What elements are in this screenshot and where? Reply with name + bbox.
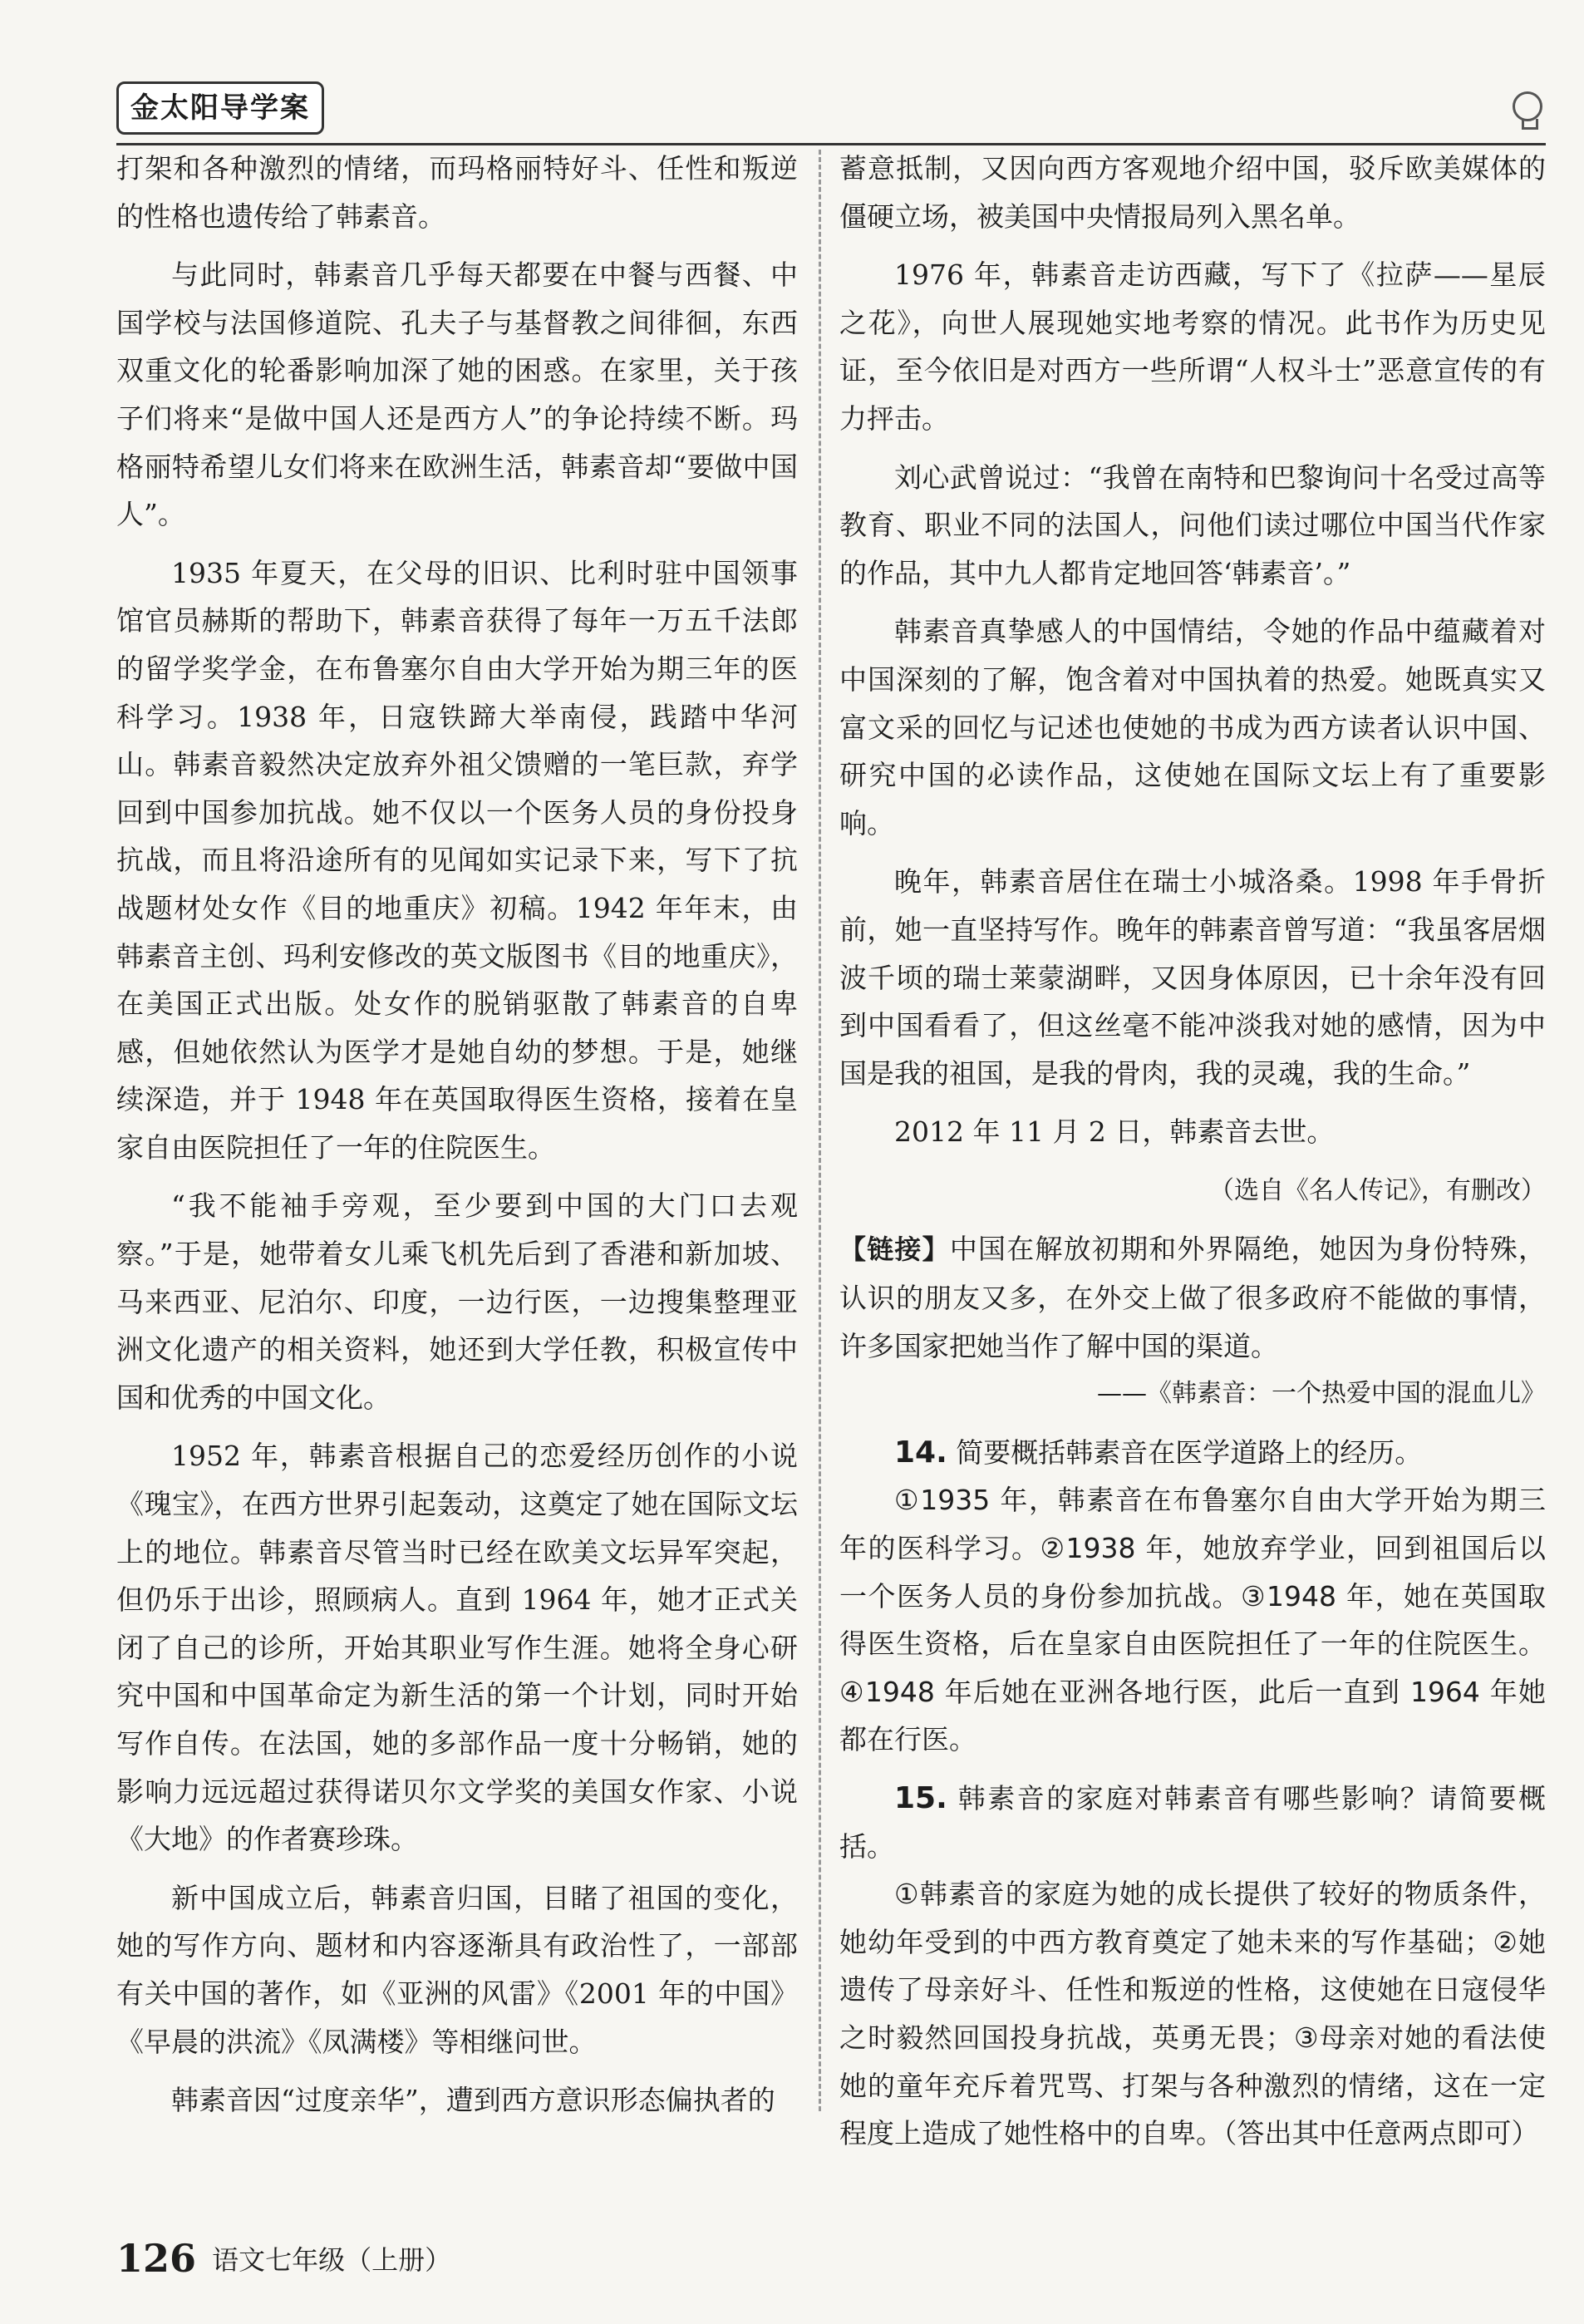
page-header [116,76,1546,145]
book-title: 语文七年级（上册） [212,2244,452,2276]
question-text: 简要概括韩素音在医学道路上的经历。 [956,1435,1423,1469]
link-note [839,1225,1546,1370]
left-column [116,145,798,2125]
page-footer [116,2236,451,2286]
answer-14: ①1935 年，韩素音在布鲁塞尔自由大学开始为期三年的医科学习。②1938 年，她放弃学业，回到祖国后以一个医务人员的身份参加抗战。③1948 年，她在英国取得医生资格，后在皇家自由医院担任了一年的住院医生。④1948 年后她在亚洲各地行医，此后一直到 1964 年她都在行医。 [839,1484,1546,1756]
answer-15: ①韩素音的家庭为她的成长提供了较好的物质条件，她幼年受到的中西方教育奠定了她未来的写作基础；②她遗传了母亲好斗、任性和叛逆的性格，这使她在日寇侵华之时毅然回国投身抗战，英勇无畏；③母亲对她的看法使她的童年充斥着咒骂、打架与各种激烈的情绪，这在一定程度上造成了她性格中的自卑。（答出其中任意两点即可） [839,1878,1546,2150]
paragraph: 韩素音因“过度亲华”，遭到西方意识形态偏执者的 [171,2084,775,2117]
right-column [839,145,1546,2158]
paragraph: 与此同时，韩素音几乎每天都要在中餐与西餐、中国学校与法国修道院、孔夫子与基督教之间徘徊，东西双重文化的轮番影响加深了她的困惑。在家里，关于孩子们将来“是做中国人还是西方人”的争论持续不断。玛格丽特希望儿女们将来在欧洲生活，韩素音却“要做中国人”。 [116,258,798,531]
link-source: ——《韩素音：一个热爱中国的混血儿》 [1097,1379,1546,1409]
question-14 [839,1429,1546,1477]
question-15 [839,1775,1546,1870]
paragraph: 打架和各种激烈的情绪，而玛格丽特好斗、任性和叛逆的性格也遗传给了韩素音。 [116,152,798,233]
paragraph: “我不能袖手旁观，至少要到中国的大门口去观察。”于是，她带着女儿乘飞机先后到了香港和新加坡、马来西亚、尼泊尔、印度，一边行医，一边搜集整理亚洲文化遗产的相关资料，她还到大学任教，积极宣传中国和优秀的中国文化。 [116,1189,798,1414]
lightbulb-icon [1513,91,1542,121]
paragraph: 1976 年，韩素音走访西藏，写下了《拉萨——星辰之花》，向世人展现她实地考察的情况。此书作为历史见证，至今依旧是对西方一些所谓“人权斗士”恶意宣传的有力抨击。 [839,258,1546,435]
question-number: 14. [894,1435,947,1470]
paragraph: 新中国成立后，韩素音归国，目睹了祖国的变化，她的写作方向、题材和内容逐渐具有政治性了，一部部有关中国的著作，如《亚洲的风雷》《2001 年的中国》《早晨的洪流》《凤满楼》等相继问世。 [116,1881,798,2058]
question-number: 15. [894,1781,947,1815]
question-text: 韩素音的家庭对韩素音有哪些影响？请简要概括。 [839,1782,1546,1863]
paragraph: 韩素音真挚感人的中国情结，令她的作品中蕴藏着对中国深刻的了解，饱含着对中国执着的热爱。她既真实又富文采的回忆与记述也使她的书成为西方读者认识中国、研究中国的必读作品，这使她在国际文坛上有了重要影响。 [839,615,1546,839]
brand-logo: 金太阳导学案 [116,81,324,135]
paragraph: 晚年，韩素音居住在瑞士小城洛桑。1998 年手骨折前，她一直坚持写作。晚年的韩素音曾写道：“我虽客居烟波千顷的瑞士莱蒙湖畔，又因身体原因，已十余年没有回到中国看看了，但这丝毫不能冲淡我对她的感情，因为中国是我的祖国，是我的骨肉，我的灵魂，我的生命。” [839,865,1546,1090]
column-divider [819,150,821,2111]
paragraph: 蓄意抵制，又因向西方客观地介绍中国，驳斥欧美媒体的僵硬立场，被美国中央情报局列入黑名单。 [839,152,1546,233]
paragraph: 1935 年夏天，在父母的旧识、比利时驻中国领事馆官员赫斯的帮助下，韩素音获得了每年一万五千法郎的留学奖学金，在布鲁塞尔自由大学开始为期三年的医科学习。1938 年，日寇铁蹄大举南侵，践踏中华河山。韩素音毅然决定放弃外祖父馈赠的一笔巨款，弃学回到中国参加抗战。她不仅以一个医务人员的身份投身抗战，而且将沿途所有的见闻如实记录下来，写下了抗战题材处女作《目的地重庆》初稿。1942 年年末，由韩素音主创、玛利安修改的英文版图书《目的地重庆》，在美国正式出版。处女作的脱销驱散了韩素音的自卑感，但她依然认为医学才是她自幼的梦想。于是，她继续深造，并于 1948 年在英国取得医生资格，接着在皇家自由医院担任了一年的住院医生。 [116,556,798,1164]
page-number: 126 [116,2236,197,2281]
link-text: 中国在解放初期和外界隔绝，她因为身份特殊，认识的朋友又多，在外交上做了很多政府不能做的事情，许多国家把她当作了解中国的渠道。 [839,1233,1546,1362]
source-citation: （选自《名人传记》，有删改） [1209,1175,1546,1205]
paragraph: 刘心武曾说过：“我曾在南特和巴黎询问十名受过高等教育、职业不同的法国人，问他们读过哪位中国当代作家的作品，其中九人都肯定地回答‘韩素音’。” [839,460,1546,589]
link-label: 【链接】 [839,1233,950,1266]
paragraph: 2012 年 11 月 2 日，韩素音去世。 [894,1115,1335,1149]
paragraph: 1952 年，韩素音根据自己的恋爱经历创作的小说《瑰宝》，在西方世界引起轰动，这奠定了她在国际文坛上的地位。韩素音尽管当时已经在欧美文坛异军突起，但仍乐于出诊，照顾病人。直到 1964 年，她才正式关闭了自己的诊所，开始其职业写作生涯。她将全身心研究中国和中国革命定为新生活的第一个计划，同时开始写作自传。在法国，她的多部作品一度十分畅销，她的影响力远远超过获得诺贝尔文学奖的美国女作家、小说《大地》的作者赛珍珠。 [116,1440,798,1856]
